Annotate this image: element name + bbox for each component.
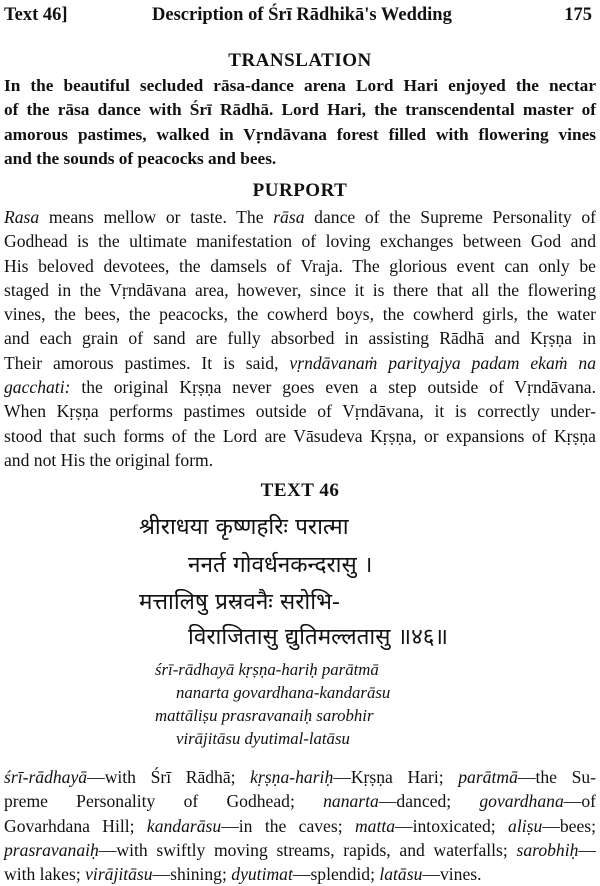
translation-heading: TRANSLATION (228, 50, 372, 71)
italic-term: govardhana (479, 791, 564, 812)
sanskrit-verse-line-4: विराजितासु द्युतिमल्लतासु ॥४६॥ (188, 624, 448, 650)
purport-line (4, 205, 596, 229)
sanskrit-verse-line-1: श्रीराधया कृष्णहरिः परात्मा (139, 514, 349, 540)
italic-term: parātmā (458, 767, 518, 787)
text-run: —danced; (378, 791, 480, 812)
transliteration-line-3: mattāliṣu prasravanaiḥ sarobhir (155, 706, 374, 725)
purport-heading: PURPORT (252, 180, 348, 201)
purport-line (4, 351, 596, 375)
italic-term: kṛṣṇa-hariḥ (250, 767, 334, 787)
text-run: preme Personality of Godhead; (4, 791, 324, 812)
text-run: —with Śrī Rādhā; (87, 767, 251, 787)
text-run: means mellow or taste. The (39, 207, 274, 227)
page-number: 175 (564, 5, 592, 25)
synonyms-line (4, 814, 596, 838)
text-run: the original Kṛṣṇa never goes even a step outside of Vṛndāvana. (70, 377, 596, 398)
italic-term: matta (354, 815, 396, 836)
text-run: —shining; (152, 864, 232, 885)
purport-paragraph (4, 205, 596, 472)
italic-term: dyutimat (231, 864, 293, 885)
synonyms-line (4, 789, 596, 813)
purport-line (4, 302, 596, 326)
italic-term: Rasa (4, 207, 40, 227)
italic-term: rāsa (273, 207, 305, 227)
text-run: dance of the Supreme Personality of (304, 207, 596, 227)
translation-paragraph (4, 74, 596, 171)
header-chapter-title: Description of Śrī Rādhikā's Wedding (152, 5, 452, 25)
purport-line (4, 278, 596, 302)
text-run: vines, the bees, the peacocks, the cowherd boys, the cowherd girls, the water (4, 304, 596, 325)
translation-line: and the sounds of peacocks and bees. (4, 148, 277, 168)
running-header (4, 5, 592, 29)
purport-line (4, 375, 596, 399)
text-run: stood that such forms of the Lord are Vāsudeva Kṛṣṇa, or expansions of Kṛṣṇa (4, 425, 596, 446)
text-run: — (578, 839, 596, 860)
text-run: —of (563, 791, 596, 812)
text-run: and each grain of sand are fully absorbed in assisting Rādhā and Kṛṣṇa in (4, 328, 596, 349)
italic-term: kandarāsu (146, 815, 222, 836)
translation-line: amorous pastimes, walked in Vṛndāvana forest filled with flowering vines (4, 124, 596, 144)
italic-term: prasravanaiḥ (4, 839, 99, 860)
transliteration-line-4: virājitāsu dyutimal-latāsu (176, 729, 350, 748)
italic-term: latāsu (379, 864, 423, 885)
italic-term: virājitāsu (85, 864, 153, 885)
translation-line: of the rāsa dance with Śrī Rādhā. Lord Hari, the transcendental master of (4, 100, 596, 120)
purport-line (4, 326, 596, 350)
transliteration-line-2: nanarta govardhana-kandarāsu (176, 683, 391, 702)
italic-term: sarobhiḥ (516, 839, 579, 860)
synonyms-line (4, 862, 596, 886)
text-number-heading: TEXT 46 (260, 480, 340, 501)
text-run: —splendid; (292, 864, 380, 885)
text-run: Govarhdana Hill; (4, 815, 147, 836)
text-run: —intoxicated; (395, 815, 509, 836)
text-run: —with swiftly moving streams, rapids, and waterfalls; (98, 839, 517, 860)
synonyms-paragraph (4, 765, 596, 886)
italic-term: śrī-rādhayā (4, 767, 88, 787)
purport-line (4, 399, 596, 423)
transliteration-line-1: śrī-rādhayā kṛṣṇa-hariḥ parātmā (155, 660, 379, 679)
italic-term: vṛndāvanaṁ parityajya padam ekaṁ na (289, 352, 596, 373)
italic-term: nanarta (323, 791, 379, 812)
purport-line (4, 448, 596, 472)
text-run: —in the caves; (221, 815, 355, 836)
italic-term: aliṣu (508, 815, 543, 836)
text-run: with lakes; (4, 864, 86, 885)
sanskrit-verse-line-2: ननर्त गोवर्धनकन्दरासु । (188, 552, 373, 578)
purport-line (4, 424, 596, 448)
text-run: Godhead is the ultimate manifestation of loving exchanges between God and (4, 231, 596, 252)
purport-line (4, 254, 596, 278)
translation-line: In the beautiful secluded rāsa-dance arena Lord Hari enjoyed the nectar (4, 76, 596, 95)
text-run: When Kṛṣṇa performs pastimes outside of Vṛndāvana, it is correctly under- (4, 401, 596, 422)
text-run: staged in the Vṛndāvana area, however, since it is there that all the flowering (4, 279, 596, 300)
text-run: Their amorous pastimes. It is said, (4, 352, 290, 373)
italic-term: gacchati: (4, 377, 71, 398)
text-run: —bees; (542, 815, 596, 836)
text-run: and not His the original form. (4, 449, 214, 470)
text-run: His beloved devotees, the damsels of Vraja. The glorious event can only be (4, 255, 596, 276)
sanskrit-verse-line-3: मत्तालिषु प्रस्रवनैः सरोभि- (139, 589, 341, 615)
text-run: —the Su- (517, 767, 597, 787)
header-text-number: Text 46] (4, 5, 68, 25)
synonyms-line (4, 765, 596, 789)
text-run: —Kṛṣṇa Hari; (333, 767, 459, 787)
text-run: —vines. (422, 864, 482, 885)
synonyms-line (4, 838, 596, 862)
purport-line (4, 229, 596, 253)
